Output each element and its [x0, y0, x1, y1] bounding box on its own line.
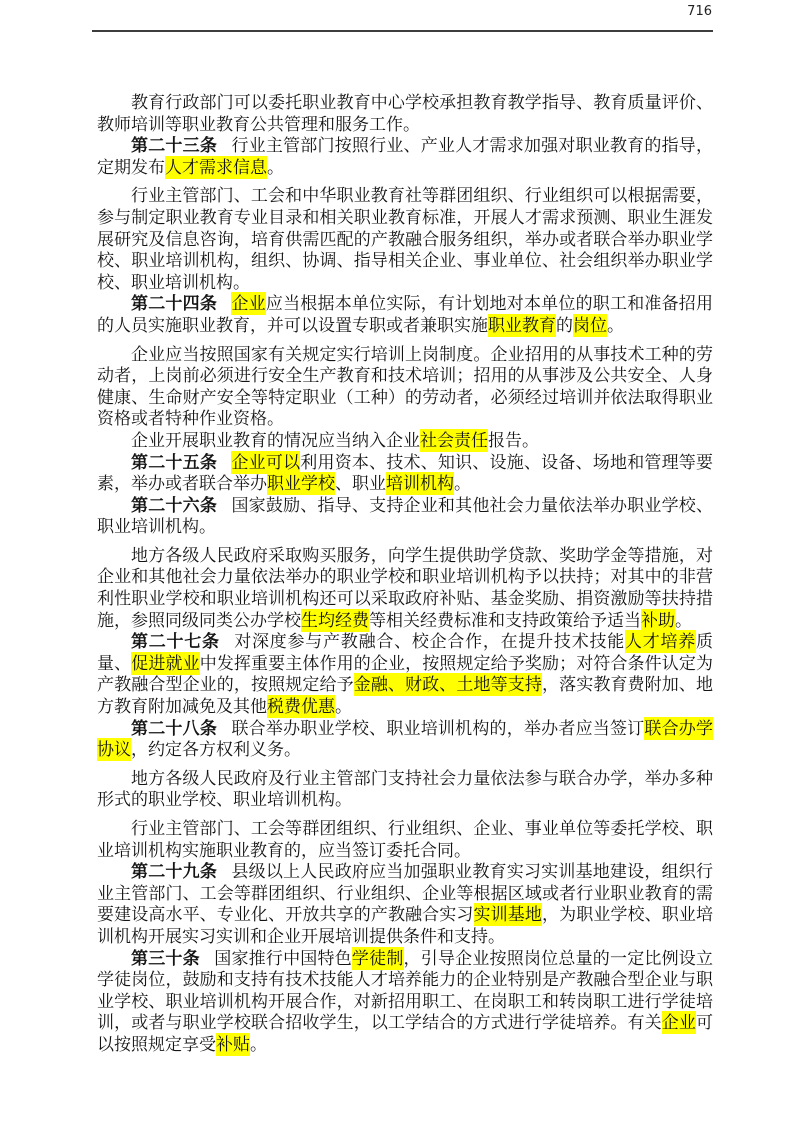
highlighted-text: 实训基地	[473, 905, 542, 925]
paragraph	[97, 495, 713, 538]
text-segment: 国家推行中国特色	[214, 948, 352, 968]
highlighted-text: 培训机构	[386, 474, 454, 494]
highlighted-text: 企业	[231, 294, 266, 314]
highlighted-text: 企业可以	[231, 452, 301, 472]
highlighted-text: 学徒制	[351, 948, 404, 968]
text-segment: 行业主管部门、工会和中华职业教育社等群团组织、行业组织可以根据需要，参与制定职业教育专业目录和相关职业教育标准，开展人才需求预测、职业生涯发展研究及信息咨询，培育供需匹配的产教融合服务组织，举办或者联合举办职业学校、职业培训机构，组织、协调、指导相关企业、事业单位、社会组织举办职业学校、职业培训机构。	[97, 186, 713, 292]
highlighted-text: 人才需求信息	[165, 157, 267, 177]
text-segment: 中发挥重要主体作用的企业，按照规定给予奖励；对符合条件认定为产教融合型企业的，按照规定给予	[97, 653, 714, 695]
text-segment: 等相关经费标准和支持政策给予适当	[369, 610, 641, 630]
text-segment: 应当根据本单位实际，有计划地对本单位的职工和准备招用的人员实施职业教育，并可以设置专职或者兼职实施	[97, 294, 714, 335]
highlighted-text: 岗位	[573, 315, 607, 335]
paragraph	[97, 718, 713, 761]
article-number: 第三十条	[131, 948, 200, 968]
article-number: 第二十六条	[131, 495, 218, 515]
text-segment: ，落实教育费附加、地方教育附加减免及其他	[97, 675, 714, 717]
highlighted-text: 补贴	[216, 1034, 250, 1054]
text-segment: 可以按照规定享受	[97, 1013, 714, 1054]
text-segment: 国家鼓励、指导、支持企业和其他社会力量依法举办职业学校、职业培训机构。	[97, 495, 714, 537]
paragraph	[97, 430, 713, 452]
article-number: 第二十八条	[131, 718, 218, 738]
article-number: 第二十四条	[131, 294, 218, 314]
page-number: 716	[687, 4, 712, 19]
text-segment: 地方各级人民政府及行业主管部门支持社会力量依法参与联合办学，举办多种形式的职业学校、职业培训机构。	[97, 768, 713, 810]
paragraph	[97, 92, 713, 135]
document-body	[97, 92, 713, 1056]
highlighted-text: 促进就业	[131, 653, 200, 673]
text-segment: 。	[267, 157, 284, 177]
paragraph	[97, 135, 713, 178]
header-rule	[92, 30, 713, 32]
highlighted-text: 生均经费	[301, 610, 369, 630]
text-segment: 质量、	[97, 632, 714, 673]
highlighted-text: 补助	[641, 610, 675, 630]
text-segment: 地方各级人民政府采取购买服务，向学生提供助学贷款、奖助学金等措施，对企业和其他社会力量依法举办的职业学校和职业培训机构予以扶持；对其中的非营利性职业学校和职业培训机构还可以采取政府补贴、基金奖励、捐资激励等扶持措施，参照同级同类公办学校	[97, 545, 713, 630]
text-segment: 联合举办职业学校、职业培训机构的，举办者应当签订	[231, 718, 645, 738]
highlighted-text: 金融、财政、土地等支持	[353, 675, 542, 695]
paragraph	[97, 452, 713, 495]
text-segment: 。	[250, 1034, 267, 1054]
text-segment: 行业主管部门按照行业、产业人才需求加强对职业教育的指导，定期发布	[97, 136, 714, 177]
text-segment: 对深度参与产教融合、校企合作，在提升技术技能	[234, 632, 625, 652]
paragraph	[97, 948, 713, 1056]
highlighted-text: 税费优惠	[267, 697, 335, 717]
paragraph	[97, 545, 713, 631]
article-number: 第二十三条	[131, 136, 218, 156]
text-segment: ，为职业学校、职业培训机构开展实习实训和企业开展培训提供条件和支持。	[97, 905, 714, 946]
paragraph	[97, 861, 713, 947]
paragraph	[97, 185, 713, 293]
text-segment: 行业主管部门、工会等群团组织、行业组织、企业、事业单位等委托学校、职业培训机构实施职业教育的，应当签订委托合同。	[97, 819, 713, 860]
paragraph	[97, 768, 713, 811]
highlighted-text: 职业教育	[488, 315, 556, 335]
text-segment: 教育行政部门可以委托职业教育中心学校承担教育教学指导、教育质量评价、教师培训等职业教育公共管理和服务工作。	[97, 93, 713, 134]
article-number: 第二十五条	[131, 452, 218, 472]
text-segment: ，约定各方权利义务。	[131, 740, 301, 760]
text-segment: 县级以上人民政府应当加强职业教育实习实训基地建设，组织行业主管部门、工会等群团组织、行业组织、企业等根据区域或者行业职业教育的需要建设高水平、专业化、开放共享的产教融合实习	[97, 862, 714, 925]
text-segment: 报告。	[488, 430, 539, 450]
article-number: 第二十七条	[131, 632, 220, 652]
paragraph	[97, 293, 713, 336]
highlighted-text: 社会责任	[420, 430, 488, 450]
text-segment: 的	[556, 315, 573, 335]
text-segment: 。	[454, 474, 471, 494]
paragraph	[97, 631, 713, 717]
text-segment: 。	[607, 315, 624, 335]
text-segment: 企业开展职业教育的情况应当纳入企业	[131, 430, 420, 450]
highlighted-text: 职业学校	[267, 474, 335, 494]
text-segment: ，引导企业按照岗位总量的一定比例设立学徒岗位，鼓励和支持有技术技能人才培养能力的企业特别是产教融合型企业与职业学校、职业培训机构开展合作，对新招用职工、在岗职工和转岗职工进行学徒培训，或者与职业学校联合招收学生，以工学结合的方式进行学徒培养。有关	[97, 948, 714, 1033]
text-segment: 企业应当按照国家有关规定实行培训上岗制度。企业招用的从事技术工种的劳动者，上岗前必须进行安全生产教育和技术培训；招用的从事涉及公共安全、人身健康、生命财产安全等特定职业（工种）的劳动者，必须经过培训并依法取得职业资格或者特种作业资格。	[97, 344, 713, 429]
text-segment: 利用资本、技术、知识、设施、设备、场地和管理等要素，举办或者联合举办	[97, 452, 714, 494]
article-number: 第二十九条	[131, 862, 218, 882]
text-segment: 。	[675, 610, 692, 630]
highlighted-text: 企业	[661, 1013, 697, 1033]
text-segment: 。	[335, 697, 352, 717]
paragraph	[97, 818, 713, 861]
text-segment: 、职业	[335, 474, 386, 494]
highlighted-text: 人才培养	[624, 632, 697, 652]
highlighted-text: 联合办学协议	[97, 718, 714, 760]
paragraph	[97, 344, 713, 430]
